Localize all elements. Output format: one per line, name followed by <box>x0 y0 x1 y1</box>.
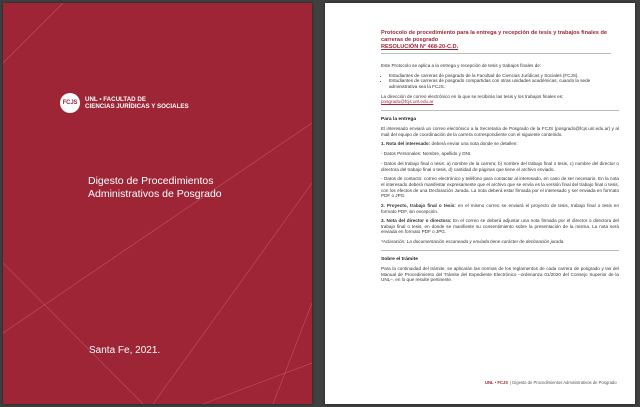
document-page <box>325 3 635 404</box>
item-3-label: 3. Nota del director o directora: <box>381 218 452 224</box>
cover-date: Santa Fe, 2021. <box>89 345 161 356</box>
item-2 <box>381 203 619 214</box>
item-1-b: - Datos del trabajo final o tesis: a) nombre de la carrera; b) nombre del trabajo final o tesis, c) nombre del director o directora del trabajo final o tesis, d) cantidad de páginas que tiene el archivo enviado. <box>381 160 619 172</box>
item-1-a: - Datos Personales: Nombre, apellido y DNI. <box>381 151 472 157</box>
logo-text <box>85 96 195 111</box>
item-3 <box>381 218 619 235</box>
cover-title-line1: Digesto de Procedimientos <box>88 175 214 187</box>
page-footer <box>485 380 617 385</box>
email-intro: La dirección de correo electrónico en la que se recibirán las tesis y los trabajos finales es: <box>381 93 564 99</box>
logo-line2: CIENCIAS JURÍDICAS Y SOCIALES <box>85 103 189 110</box>
item-1 <box>381 141 619 147</box>
tramite-paragraph: Para la continuidad del trámite, se aplicarán las normas de los reglamentos de cada carrera de posgrado y las del Manual de Procedimiento del Trámite del Expediente Electrónico –ordenanza 01/2020 del Consejo Superior de la UNL–, en lo que resulte pertinente. <box>381 265 619 283</box>
logo-line1: UNL • FACULTAD DE <box>85 95 146 103</box>
section-divider <box>381 250 619 251</box>
scope-list <box>381 73 619 90</box>
logo-badge: FCJS <box>60 93 80 113</box>
faculty-logo <box>60 93 195 113</box>
item-1-text: deberá enviar una nota donde se detallen: <box>430 141 518 147</box>
section-heading-tramite: Sobre el trámite <box>381 256 418 262</box>
protocol-title: Protocolo de procedimiento para la entrega y recepción de tesis y trabajos finales de carreras de posgrado <box>381 30 607 43</box>
title-divider <box>381 53 611 54</box>
scope-item: • Estudiantes de carreras de posgrado compartidas con otras unidades académicas, cuando la sede administrativa sea la FCJS. <box>389 78 619 89</box>
email-link[interactable]: posgrado@fcjs.unl.edu.ar <box>381 99 434 105</box>
aclaracion-note: *Aclaración: La documentación escaneada y enviada tiene carácter de declaración jurada. <box>381 239 565 245</box>
cover-decorative-lines <box>3 3 312 404</box>
cover-title-line2: Administrativos de Posgrado <box>88 187 222 200</box>
scope-item: • Estudiantes de carreras de posgrado de la Facultad de Ciencias Jurídicas y Sociales (FCJS). <box>389 73 619 79</box>
entrega-paragraph: El interesado enviará un correo electrónico a la Secretaría de Posgrado de la FCJS (posgrado@fcjs.unl.edu.ar) y al mail del equipo de coordinación de la carrera correspondiente con el siguiente contenido. <box>381 126 619 137</box>
item-2-label: 2. Proyecto, trabajo final o tesis: <box>381 202 456 208</box>
item-2-text: en el mismo correo se enviará el proyecto de tesis, trabajo final o tesis en formato PDF, sin excepción. <box>381 202 619 214</box>
item-1-c: - Datos de contacto: correo electrónico y teléfono para contactar al interesado, en caso de ser necesario. En la nota el interesado deberá manifestar expresamente que el archivo que se envía es la versión final del trabajo final o tesis, con los efectos de una Declaración Jurada. La nota deberá estar firmada por el interesado y ser enviada en formato PDF o JPG. <box>381 176 619 199</box>
footer-text: | Digesto de Procedimientos Administrativos de Posgrado <box>510 380 617 385</box>
section-divider <box>381 110 619 111</box>
section-heading-entrega: Para la entrega <box>381 116 417 122</box>
item-1-label: 1. Nota del interesado: <box>381 141 431 147</box>
cover-title <box>88 175 248 200</box>
footer-brand: UNL • FCJS <box>485 380 509 385</box>
cover-page <box>3 3 312 404</box>
item-3-text: En el correo se deberá adjuntar una nota firmada por el director o directora del trabajo final o tesis, en donde se manifieste su consentimiento sobre la presentación de la misma. La nota será enviada en formato PDF o JPG. <box>381 218 620 235</box>
protocol-title-block <box>381 30 616 51</box>
document-body <box>381 63 619 287</box>
intro-paragraph: Este Protocolo se aplica a la entrega y recepción de tesis y trabajos finales de: <box>381 63 542 68</box>
resolution-number: RESOLUCIÓN N° 468-20-C.D. <box>381 44 459 50</box>
